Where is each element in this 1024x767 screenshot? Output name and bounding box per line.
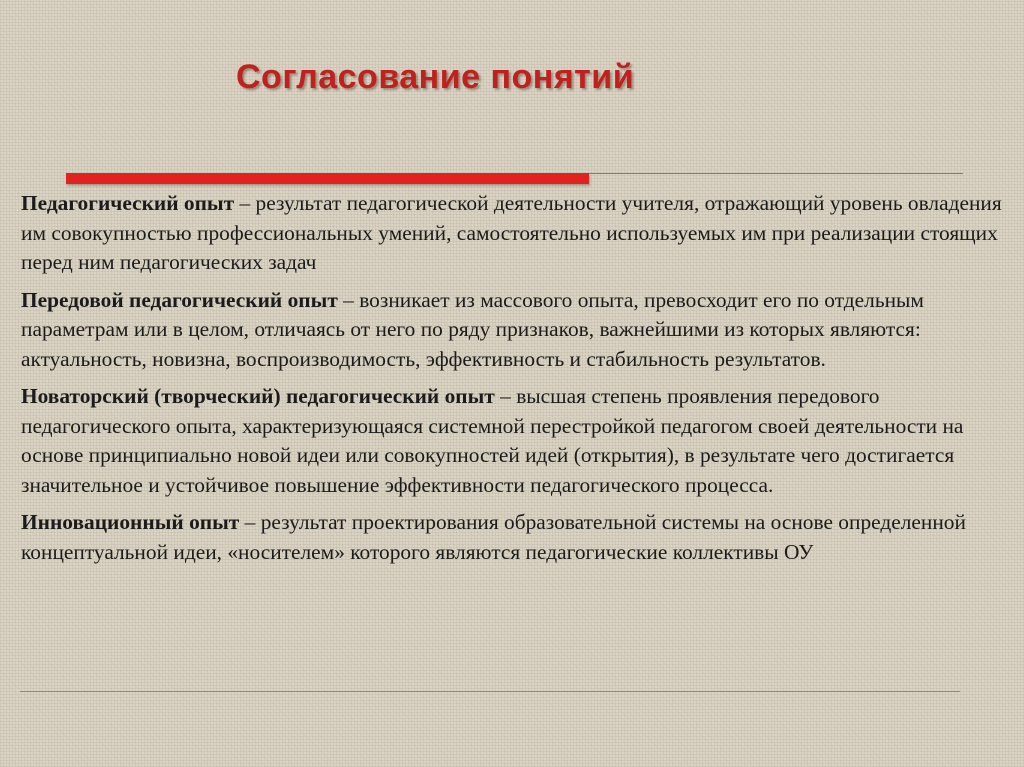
definition-paragraph — [21, 508, 1021, 567]
definition-term: Педагогический опыт — [21, 191, 235, 215]
bottom-divider-line — [20, 691, 960, 692]
definition-paragraph — [21, 286, 1021, 375]
slide-title: Согласование понятий — [236, 58, 635, 96]
definition-text: – результат проектирования образовательной системы на основе определенной концептуальной идеи, «носителем» которого являются педагогические коллективы ОУ — [21, 510, 966, 564]
definition-text: – высшая степень проявления передового педагогического опыта, характеризующаяся системной перестройкой педагогом своей деятельности на основе принципиально новой идеи или совокупностей идей (открытия), в результате чего достигается значительное и устойчивое повышение эффективности педагогического процесса. — [21, 384, 964, 497]
title-accent-bar — [66, 173, 589, 184]
definition-text: – результат педагогической деятельности учителя, отражающий уровень овладения им совокупностью профессиональных умений, самостоятельно используемых им при реализации стоящих перед ним педагогических задач — [21, 191, 1002, 274]
definition-paragraph — [21, 382, 1021, 500]
definition-term: Новаторский (творческий) педагогический опыт — [21, 384, 495, 408]
definition-term: Передовой педагогический опыт — [21, 287, 338, 312]
definition-paragraph — [21, 189, 1021, 278]
definition-text: – возникает из массового опыта, превосходит его по отдельным параметрам или в целом, отличаясь от него по ряду признаков, важнейшими из которых являются: актуальность, новизна, воспроизводимость, эффективность и стабильность результатов. — [21, 287, 924, 371]
definition-term: Инновационный опыт — [21, 510, 240, 534]
definitions-list — [21, 189, 1021, 575]
title-accent-line — [589, 173, 963, 174]
